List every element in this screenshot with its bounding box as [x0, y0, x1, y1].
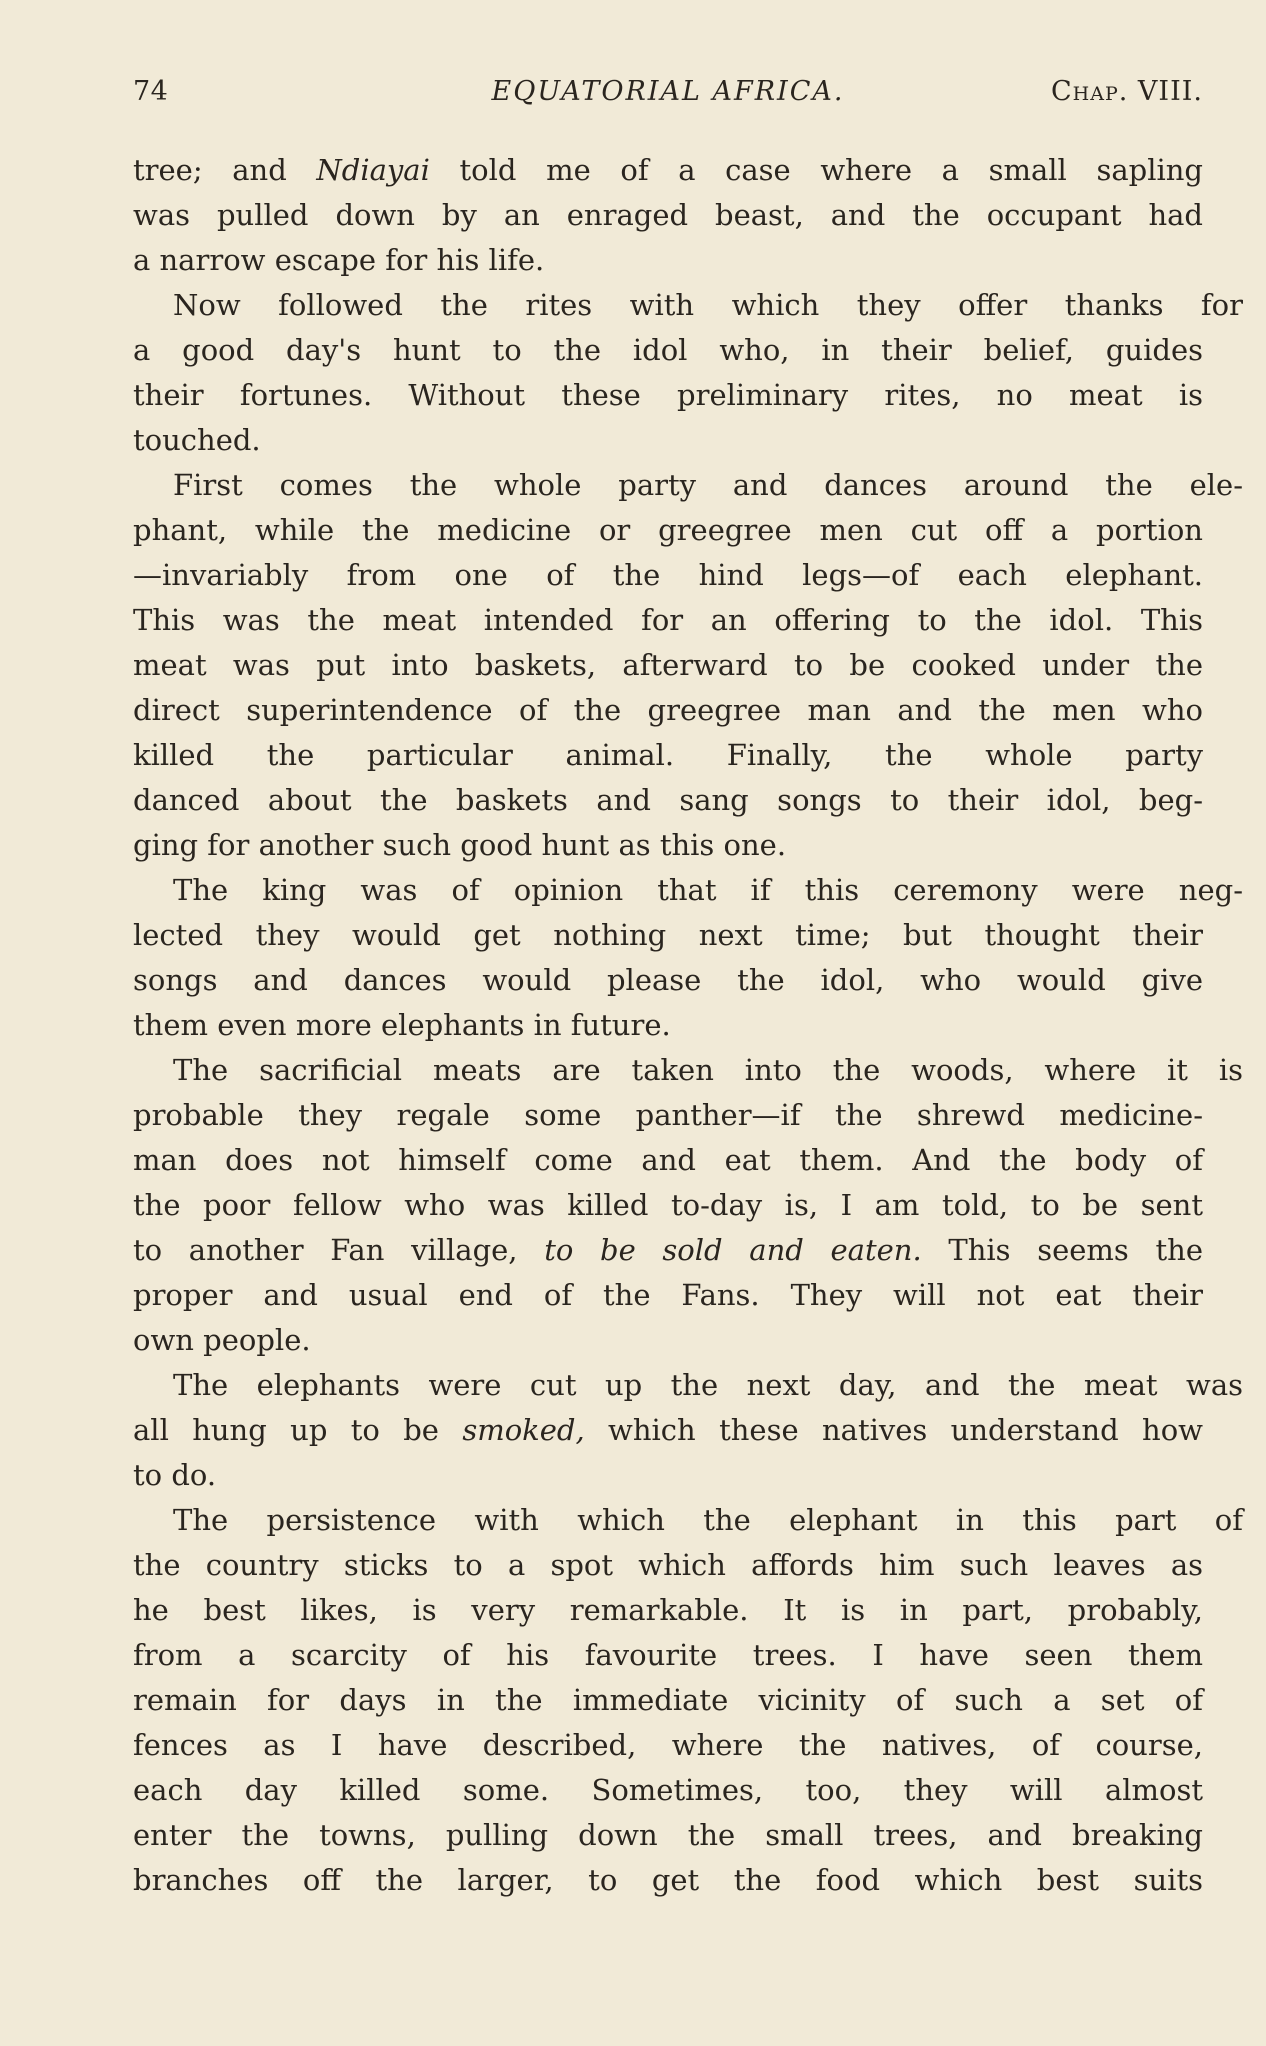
text-line	[133, 1768, 1203, 1813]
text-line	[133, 958, 1203, 1003]
running-title: EQUATORIAL AFRICA.	[491, 76, 845, 107]
text-line	[133, 283, 1243, 328]
text-line	[133, 1408, 1203, 1453]
text-segment: phant, while the medicine or greegree men cut off a portion	[133, 513, 1203, 547]
text-segment: lected they would get nothing next time; but thought their	[133, 918, 1203, 952]
text-segment: The sacrificial meats are taken into the woods, where it is	[173, 1053, 1243, 1087]
text-line	[133, 1183, 1203, 1228]
text-segment: enter the towns, pulling down the small trees, and breaking	[133, 1818, 1203, 1852]
text-line	[133, 1453, 1203, 1498]
text-line	[133, 1318, 1203, 1363]
text-line	[133, 1543, 1203, 1588]
text-segment: he best likes, is very remarkable. It is in part, probably,	[133, 1593, 1203, 1627]
page-number: 74	[133, 76, 169, 107]
text-segment: tree; and	[133, 153, 317, 187]
text-line	[133, 1813, 1203, 1858]
text-segment: This seems the	[921, 1233, 1203, 1267]
text-segment: branches off the larger, to get the food which best suits	[133, 1863, 1203, 1897]
text-line	[133, 148, 1203, 193]
text-line	[133, 1363, 1243, 1408]
text-segment: The elephants were cut up the next day, and the meat was	[173, 1368, 1243, 1402]
text-line	[133, 868, 1243, 913]
text-segment: a good day's hunt to the idol who, in their belief, guides	[133, 333, 1203, 367]
text-line	[133, 1138, 1203, 1183]
text-segment: to another Fan village,	[133, 1233, 545, 1267]
text-line	[133, 643, 1203, 688]
text-segment: First comes the whole party and dances around the ele-	[173, 468, 1243, 502]
italic-text: to be sold and eaten.	[544, 1233, 922, 1267]
text-line	[133, 463, 1243, 508]
italic-text: smoked,	[462, 1413, 585, 1447]
text-segment: touched.	[133, 423, 261, 457]
text-segment: killed the particular animal. Finally, the whole party	[133, 738, 1203, 772]
text-segment: was pulled down by an enraged beast, and the occupant had	[133, 198, 1203, 232]
text-line	[133, 1228, 1203, 1273]
text-segment: danced about the baskets and sang songs to their idol, beg-	[133, 783, 1203, 817]
text-segment: the poor fellow who was killed to-day is, I am told, to be sent	[133, 1188, 1203, 1222]
text-segment: proper and usual end of the Fans. They will not eat their	[133, 1278, 1203, 1312]
text-line	[133, 328, 1203, 373]
text-segment: remain for days in the immediate vicinity of such a set of	[133, 1683, 1203, 1717]
text-segment: a narrow escape for his life.	[133, 243, 545, 277]
text-segment: the country sticks to a spot which affords him such leaves as	[133, 1548, 1203, 1582]
text-segment: songs and dances would please the idol, who would give	[133, 963, 1203, 997]
text-segment: fences as I have described, where the natives, of course,	[133, 1728, 1203, 1762]
text-line	[133, 913, 1203, 958]
text-segment: own people.	[133, 1323, 311, 1357]
text-line	[133, 238, 1203, 283]
text-line	[133, 1723, 1203, 1768]
text-line	[133, 1858, 1203, 1903]
text-segment: The king was of opinion that if this ceremony were neg-	[173, 873, 1243, 907]
text-line	[133, 1003, 1203, 1048]
text-segment: probable they regale some panther—if the shrewd medicine-	[133, 1098, 1203, 1132]
text-segment: which these natives understand how	[584, 1413, 1203, 1447]
text-line	[133, 823, 1203, 868]
text-line	[133, 778, 1203, 823]
italic-text: Ndiayai	[316, 153, 430, 187]
text-line	[133, 1588, 1203, 1633]
text-line	[133, 1093, 1203, 1138]
text-line	[133, 688, 1203, 733]
body-text	[133, 148, 1243, 1903]
text-segment: This was the meat intended for an offering to the idol. This	[133, 603, 1203, 637]
text-line	[133, 1273, 1203, 1318]
text-line	[133, 1633, 1203, 1678]
text-segment: their fortunes. Without these preliminary rites, no meat is	[133, 378, 1203, 412]
text-line	[133, 508, 1203, 553]
text-line	[133, 1678, 1203, 1723]
chapter-label: Chap. VIII.	[1051, 76, 1203, 107]
text-line	[133, 373, 1203, 418]
text-segment: all hung up to be	[133, 1413, 463, 1447]
text-line	[133, 733, 1203, 778]
text-line	[133, 193, 1203, 238]
text-line	[133, 418, 1203, 463]
text-segment: ging for another such good hunt as this one.	[133, 828, 787, 862]
text-segment: man does not himself come and eat them. And the body of	[133, 1143, 1203, 1177]
text-line	[133, 553, 1203, 598]
text-segment: direct superintendence of the greegree man and the men who	[133, 693, 1203, 727]
text-segment: —invariably from one of the hind legs—of each elephant.	[133, 558, 1203, 592]
text-segment: meat was put into baskets, afterward to be cooked under the	[133, 648, 1203, 682]
text-segment: told me of a case where a small sapling	[429, 153, 1203, 187]
text-segment: The persistence with which the elephant in this part of	[173, 1503, 1243, 1537]
text-segment: them even more elephants in future.	[133, 1008, 671, 1042]
text-segment: to do.	[133, 1458, 217, 1492]
text-line	[133, 1048, 1243, 1093]
text-segment: from a scarcity of his favourite trees. I have seen them	[133, 1638, 1203, 1672]
text-segment: Now followed the rites with which they offer thanks for	[173, 288, 1243, 322]
text-segment: each day killed some. Sometimes, too, they will almost	[133, 1773, 1203, 1807]
text-line	[133, 1498, 1243, 1543]
page-header	[133, 76, 1203, 116]
text-line	[133, 598, 1203, 643]
